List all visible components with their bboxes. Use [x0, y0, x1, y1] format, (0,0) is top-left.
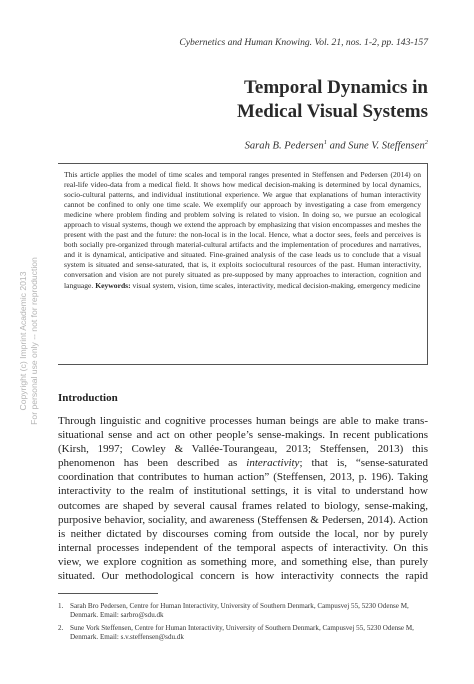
- footnote-1-text: Sarah Bro Pedersen, Centre for Human Interactivity, University of Southern Denmark, Campusvej 55, 5230 Odense M, Denmark. Email: sarbro@sdu.dk: [70, 602, 409, 620]
- footnote-1: [58, 602, 428, 621]
- keywords-text: visual system, vision, time scales, interactivity, medical decision-making, emergency medicine: [130, 280, 421, 290]
- author-1-footnote-marker: 1: [323, 139, 327, 146]
- title-line-1: Temporal Dynamics in: [243, 77, 428, 98]
- copyright-side-notice: [11, 246, 47, 436]
- footnote-1-number: 1.: [58, 602, 64, 610]
- author-1: Sarah B. Pedersen: [244, 140, 324, 152]
- footnotes: [58, 602, 428, 646]
- footnote-divider: [58, 593, 158, 594]
- abstract-text: This article applies the model of time scales and temporal ranges presented in Steffensen and Pedersen (2014) on real-life video-data from a medical field. It shows how medical decision-making is determined by local dynamics, socio-cultural patterns, and individual institutional experience. We argue that explanations of human interactivity cannot be confined to only one time scale. We exemplify our approach by investigating a case from emergency medicine where problem finding and problem solving is related to vision. In doing so, we pursue an ecological approach to visual systems, though we extend the approach by emphasizing that vision encompasses and meshes the present with the past and the future: the non-local is in the local. Hence, what a doctor sees, feels and perceives is both socially pre-organized through material-cultural artifacts and the implementation of procedures and narratives, and it is dynamical, anticipative and situated. Fine-grained analysis of the case leads us to conclude that a visual system is situated and sense-saturated, that is, it exploits sociocultural resources of the past. Human interactivity, conversation and vision are not purely situated as pre-supposed by many approaches to interaction, cognition and language.: [64, 170, 421, 290]
- introduction-paragraph: [58, 414, 428, 584]
- footnote-2-text: Sune Vork Steffensen, Centre for Human Interactivity, University of Southern Denmark, Campusvej 55, 5230 Odense M, Denmark. Email: s.v.steffensen@sdu.dk: [70, 623, 414, 642]
- body-text-part-2: ; that is, “sense-saturated coordination that contributes to human action” (Steffensen, 2013, p. 196). Taking interactivity to the realm of institutional settings, it is vital to understand how outcomes are shaped by several causal frames related to biology, sense-making, purposive behavior, sociality, and awareness (Steffensen & Pedersen, 2014). Action is neither dictated by discourses coming from outside the local, nor by purely internal processes independent of the temporal aspects of interactivity. On this view, we explore cognition as something more, and something else, than purely situated. Our methodological concern is how interactivity connects the rapid: [58, 457, 428, 583]
- footnote-2: [58, 624, 428, 643]
- section-heading-introduction: Introduction: [58, 392, 118, 404]
- abstract-box: [58, 163, 428, 365]
- journal-citation: Cybernetics and Human Knowing. Vol. 21, nos. 1-2, pp. 143-157: [179, 37, 428, 48]
- author-connector: and: [326, 140, 349, 152]
- article-title: [237, 76, 428, 124]
- body-text-part-1: Through linguistic and cognitive processes human beings are able to make trans-situational sense and act on other people’s sense-makings. In recent publications (Kirsh, 1997; Cowley & Vallée-Tourangeau, 2013; Steffensen, 2013) this phenomenon has been described as: [58, 415, 428, 470]
- author-2: Sune V. Steffensen: [348, 140, 425, 152]
- personal-use-line: For personal use only -- not for reproduction: [29, 257, 39, 425]
- keywords-label: Keywords:: [95, 280, 131, 290]
- body-emphasis: interactivity: [246, 457, 300, 470]
- copyright-line: Copyright (c) Imprint Academic 2013: [18, 271, 28, 411]
- author-line: [245, 139, 428, 152]
- footnote-2-number: 2.: [58, 623, 64, 632]
- title-line-2: Medical Visual Systems: [236, 101, 428, 122]
- author-2-footnote-marker: 2: [424, 139, 428, 146]
